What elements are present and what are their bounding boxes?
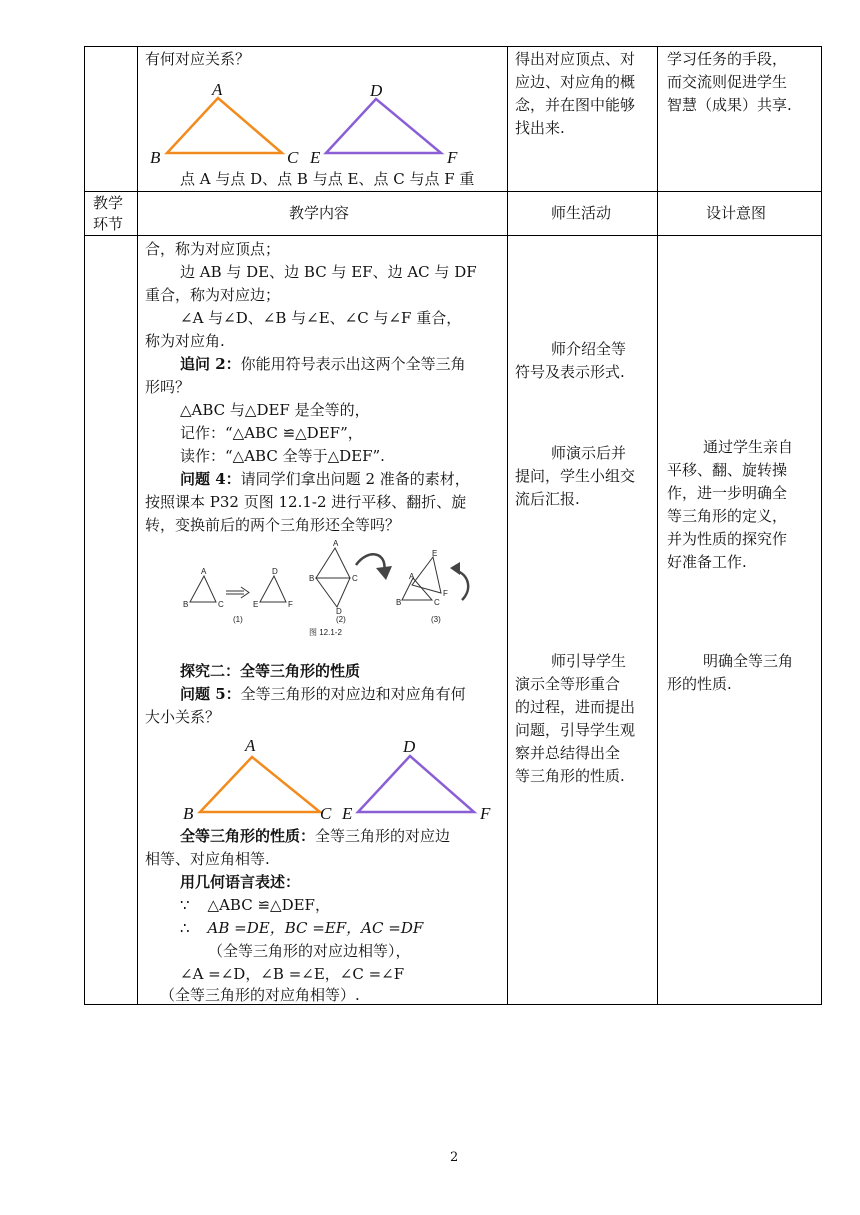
content-line: 按照课本 P32 页图 12.1-2 进行平移、翻折、旋 (145, 493, 467, 511)
content-line: 边 AB 与 DE、边 BC 与 EF、边 AC 与 DF (180, 263, 477, 281)
therefore-symbol: ∴ (180, 919, 190, 937)
vertex-label-d: D (403, 737, 416, 756)
because-line (180, 894, 330, 916)
fig1-sublabel: (1) (233, 615, 243, 624)
fig3-label-f: F (443, 589, 448, 598)
activity-line: 提问，学生小组交 (515, 467, 636, 485)
fig1-label-e: E (253, 600, 259, 609)
followup-2-text: 你能用符号表示出这两个全等三角 (240, 355, 466, 373)
intent-line: 作，进一步明确全 (667, 484, 788, 502)
activity-line: 的过程，进而提出 (515, 698, 636, 716)
intent-line: 好准备工作. (667, 553, 747, 571)
content-line: ∠A =∠D，∠B =∠E，∠C =∠F (180, 965, 405, 983)
header-activity: 师生活动 (551, 204, 612, 222)
activity-line: 师介绍全等 (551, 340, 627, 358)
activity-line: 等三角形的性质. (515, 767, 625, 785)
content-line: 大小关系？ (145, 708, 221, 726)
fig3-label-c: C (434, 598, 440, 607)
content-line: 形吗？ (145, 378, 191, 396)
content-line: 重合，称为对应边； (145, 286, 281, 304)
fig3-label-e: E (432, 549, 438, 558)
intent-line: 等三角形的定义， (667, 507, 788, 525)
question-4-label: 问题 4： (180, 470, 241, 488)
vertex-label-e: E (342, 804, 353, 823)
vertex-label-b: B (183, 804, 194, 823)
fig1-label-c: C (218, 600, 224, 609)
page-number: 2 (450, 1150, 459, 1165)
vertex-label-a: A (245, 736, 256, 755)
because-text: △ABC ≌△DEF， (207, 896, 330, 914)
vertex-label-a: A (212, 80, 223, 99)
content-line: 有何对应关系？ (145, 50, 251, 68)
activity-line: 找出来. (515, 119, 565, 137)
activity-line: 得出对应顶点、对 (515, 50, 636, 68)
activity-line: 师引导学生 (551, 652, 627, 670)
header-stage-line1: 教学 (93, 194, 124, 212)
activity-line: 演示全等形重合 (515, 675, 621, 693)
vertex-label-f: F (480, 804, 491, 823)
fig3-sublabel: (3) (431, 615, 441, 624)
activity-line: 流后汇报. (515, 490, 580, 508)
exploration-2-heading: 探究二：全等三角形的性质 (180, 662, 361, 680)
fig2-label-c: C (352, 574, 358, 583)
content-line: 转，变换前后的两个三角形还全等吗？ (145, 516, 401, 534)
content-line: 相等、对应角相等. (145, 850, 270, 868)
therefore-line (180, 917, 423, 939)
content-line: 记作：“△ABC ≌△DEF”， (180, 424, 363, 442)
question-5-text: 全等三角形的对应边和对应角有何 (240, 685, 466, 703)
figure-caption: 图 12.1-2 (309, 628, 342, 637)
activity-line: 念，并在图中能够 (515, 96, 636, 114)
fig1-label-d: D (272, 567, 278, 576)
activity-line: 师演示后并 (551, 444, 627, 462)
activity-line: 符号及表示形式. (515, 363, 625, 381)
fig2-sublabel: (2) (336, 615, 346, 624)
activity-line: 察并总结得出全 (515, 744, 621, 762)
fig2-label-d: D (336, 607, 342, 616)
geometry-language-heading: 用几何语言表述： (180, 873, 301, 891)
vertex-label-c: C (287, 148, 299, 167)
intent-line: 明确全等三角 (703, 652, 794, 670)
property-statement (180, 825, 450, 847)
therefore-text: AB =DE，BC =EF，AC =DF (207, 919, 424, 937)
header-intent: 设计意图 (706, 204, 767, 222)
header-content: 教学内容 (289, 204, 350, 222)
property-text: 全等三角形的对应边 (315, 827, 451, 845)
question-5-label: 问题 5： (180, 685, 241, 703)
property-label: 全等三角形的性质： (180, 827, 316, 845)
content-line: △ABC 与△DEF 是全等的， (180, 401, 370, 419)
question-4-text: 请同学们拿出问题 2 准备的素材， (240, 470, 470, 488)
intent-line: 智慧（成果）共享. (667, 96, 792, 114)
fig1-label-b: B (183, 600, 189, 609)
because-symbol: ∵ (180, 896, 190, 914)
triangle-def (358, 756, 474, 812)
content-line: （全等三角形的对应角相等）. (160, 986, 360, 1004)
content-line: 读作：“△ABC 全等于△DEF”. (180, 447, 385, 465)
content-line: 点 A 与点 D、点 B 与点 E、点 C 与点 F 重 (180, 170, 475, 188)
vertex-label-c: C (320, 804, 332, 823)
intent-line: 形的性质. (667, 675, 732, 693)
content-line: （全等三角形的对应边相等）， (208, 942, 411, 960)
followup-2-label: 追问 2： (180, 355, 241, 373)
content-line: 合，称为对应顶点； (145, 240, 281, 258)
header-stage-line2: 环节 (93, 215, 124, 233)
vertex-label-b: B (150, 148, 161, 167)
intent-line: 而交流则促进学生 (667, 73, 788, 91)
activity-line: 问题，引导学生观 (515, 721, 636, 739)
fig2-label-a: A (333, 539, 339, 548)
triangle-abc (200, 757, 320, 812)
activity-line: 应边、对应角的概 (515, 73, 636, 91)
fig1-label-f: F (288, 600, 293, 609)
vertex-label-f: F (447, 148, 458, 167)
intent-line: 学习任务的手段， (667, 50, 788, 68)
vertex-label-e: E (310, 148, 321, 167)
fig3-label-a: A (409, 572, 415, 581)
content-line: 称为对应角. (145, 332, 225, 350)
content-line: ∠A 与∠D、∠B 与∠E、∠C 与∠F 重合， (180, 309, 462, 327)
intent-line: 通过学生亲自 (703, 438, 794, 456)
fig3-label-b: B (396, 598, 402, 607)
fig1-label-a: A (201, 567, 207, 576)
intent-line: 并为性质的探究作 (667, 530, 788, 548)
intent-line: 平移、翻、旋转操 (667, 461, 788, 479)
fig2-label-b: B (309, 574, 315, 583)
vertex-label-d: D (370, 81, 383, 100)
